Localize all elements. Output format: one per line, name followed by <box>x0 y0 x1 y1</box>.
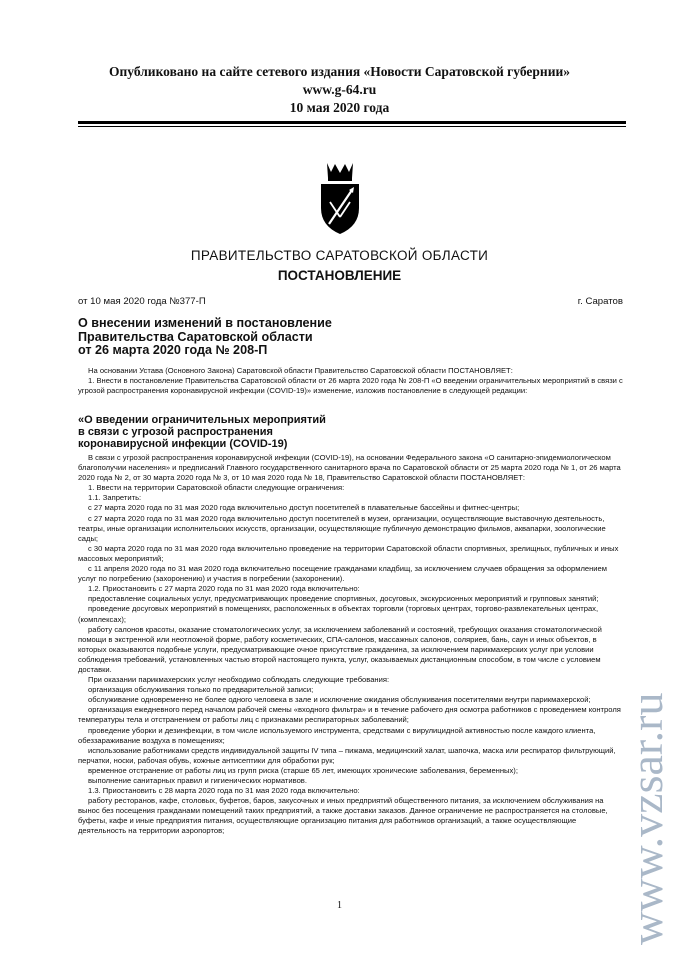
publication-line-1: Опубликовано на сайте сетевого издания «Новости Саратовской губернии» <box>108 64 571 79</box>
body-paragraph: работу салонов красоты, оказание стоматологических услуг, за исключением заболеваний и состояний, требующих оказания стоматологической помощи в экстренной или неотложной форме, работу косметических, СПА-салонов, массажных салонов, соляриев, бань, саун и иных объектов, в которых оказываются подобные услуги, предусматривающие очное присутствие гражданина, за исключением парикмахерских услуг при условии соблюдения требований, установленных частью второй настоящего пункта, услуг, оказываемых дистанционным способом, в том числе с условием доставки. <box>78 624 602 674</box>
body-paragraph: с 11 апреля 2020 года по 31 мая 2020 года включительно посещение гражданами кладбищ, за исключением случаев обращения за оформлением услуг по погребению (захоронению) и участия в погребении (захоронении). <box>78 564 607 584</box>
amended-title-line-3: коронавирусной инфекции (COVID-19) <box>78 438 288 450</box>
body-paragraph: обслуживание одновременно не более одного человека в зале и исключение ожидания обслуживания посетителями внутри парикмахерской; <box>88 695 591 705</box>
page-number: 1 <box>337 900 342 911</box>
body-paragraph: с 27 марта 2020 года по 31 мая 2020 года включительно доступ посетителей в музеи, организации, осуществляющие выставочную деятельность, театры, иные организации исполнительских искусств, организации, осуществляющие публичную демонстрацию фильмов, аквапарки, зоологические сады; <box>78 513 606 543</box>
body-text <box>78 453 624 837</box>
intro-paragraph-2: 1. Внести в постановление Правительства Саратовской области от 26 марта 2020 года № 208-П «О введении ограничительных мероприятий в связи с угрозой распространения коронавирусной инфекции (COVID-19)» изменение, изложив постановление в следующей редакции: <box>78 376 623 396</box>
body-paragraph: использование работниками средств индивидуальной защиты IV типа – пижама, медицинский халат, шапочка, маска или респиратор фильтрующий, перчатки, носки, рабочая обувь, кожные антисептики для обработки рук; <box>78 745 616 765</box>
document-title <box>78 317 478 358</box>
header-rule-thick <box>78 121 626 124</box>
watermark-text: www.vzsar.ru <box>621 692 672 945</box>
body-paragraph: организация обслуживания только по предварительной записи; <box>88 685 314 695</box>
body-paragraph: проведение досуговых мероприятий в помещениях, расположенных в объектах торговли (торговых центрах, торгово-развлекательных центрах, (комплексах); <box>78 604 599 624</box>
body-paragraph: 1.3. Приостановить с 28 марта 2020 года по 31 мая 2020 года включительно: <box>88 786 360 796</box>
title-line-2: Правительства Саратовской области <box>78 329 313 344</box>
watermark <box>621 580 674 950</box>
body-paragraph: с 27 марта 2020 года по 31 мая 2020 года включительно доступ посетителей в плавательные бассейны и фитнес-центры; <box>88 503 520 513</box>
body-paragraph: временное отстранение от работы лиц из групп риска (старше 65 лет, имеющих хронические заболевания, беременных); <box>88 765 518 775</box>
document-type: ПОСТАНОВЛЕНИЕ <box>277 268 402 283</box>
publication-url: www.g-64.ru <box>302 82 377 97</box>
title-line-3: от 26 марта 2020 года № 208-П <box>78 343 268 357</box>
body-paragraph: проведение уборки и дезинфекции, в том числе используемого инструмента, средствами с вирулицидной активностью после каждого клиента, обеззараживание воздуха в помещениях; <box>78 725 596 745</box>
body-paragraph: организация ежедневного перед началом рабочей смены «входного фильтра» и в течение рабочего дня осмотра работников с проведением контроля температуры тела и отстранением от работы лиц с признаками респираторных заболеваний; <box>78 705 621 725</box>
body-paragraph: 1.1. Запретить: <box>88 493 142 503</box>
body-paragraph: 1.2. Приостановить с 27 марта 2020 года по 31 мая 2020 года включительно: <box>88 584 360 594</box>
body-paragraph: с 30 марта 2020 года по 31 мая 2020 года включительно проведение на территории Саратовской области спортивных, зрелищных, публичных и иных массовых мероприятий; <box>78 543 619 563</box>
publication-date: 10 мая 2020 года <box>289 100 390 115</box>
amended-title-line-2: в связи с угрозой распространения <box>78 426 273 438</box>
body-paragraph: 1. Ввести на территории Саратовской области следующие ограничения: <box>88 483 345 493</box>
intro-text <box>78 366 624 396</box>
document-date-number: от 10 мая 2020 года №377-П <box>78 296 206 307</box>
body-paragraph: работу ресторанов, кафе, столовых, буфетов, баров, закусочных и иных предприятий общественного питания, за исключением обслуживания на вынос без посещения гражданами помещений таких предприятий, а также доставки заказов. Данное ограничение не распространяется на столовые, буфеты, кафе и иные предприятия питания, осуществляющие организацию питания для работников организаций, а также осуществляющие деятельность на территории аэропортов; <box>78 796 608 836</box>
amended-title-line-1: «О введении ограничительных мероприятий <box>78 414 326 426</box>
body-paragraph: предоставление социальных услуг, предусматривающих проведение спортивных, досуговых, экскурсионных мероприятий и групповых занятий; <box>88 594 599 604</box>
body-paragraph: выполнение санитарных правил и гигиенических нормативов. <box>88 776 307 785</box>
body-paragraph: При оказании парикмахерских услуг необходимо соблюдать следующие требования: <box>88 675 390 685</box>
header-rule-thin <box>78 126 626 127</box>
document-city: г. Саратов <box>577 296 623 307</box>
title-line-1: О внесении изменений в постановление <box>78 316 332 330</box>
government-name: ПРАВИТЕЛЬСТВО САРАТОВСКОЙ ОБЛАСТИ <box>190 248 489 263</box>
saratov-coat-of-arms-icon <box>318 160 362 236</box>
amended-title <box>78 414 478 450</box>
intro-paragraph-1: На основании Устава (Основного Закона) Саратовской области Правительство Саратовской области ПОСТАНОВЛЯЕТ: <box>88 366 513 375</box>
body-paragraph: В связи с угрозой распространения коронавирусной инфекции (COVID-19), на основании Федерального закона «О санитарно-эпидемиологическом благополучии населения» и предписаний Главного государственного санитарного врача по Саратовской области от 25 марта 2020 года № 1, от 26 марта 2020 года № 2, от 30 марта 2020 года № 3, от 10 мая 2020 года № 18, Правительство Саратовской области ПОСТАНОВЛЯЕТ: <box>78 453 621 483</box>
